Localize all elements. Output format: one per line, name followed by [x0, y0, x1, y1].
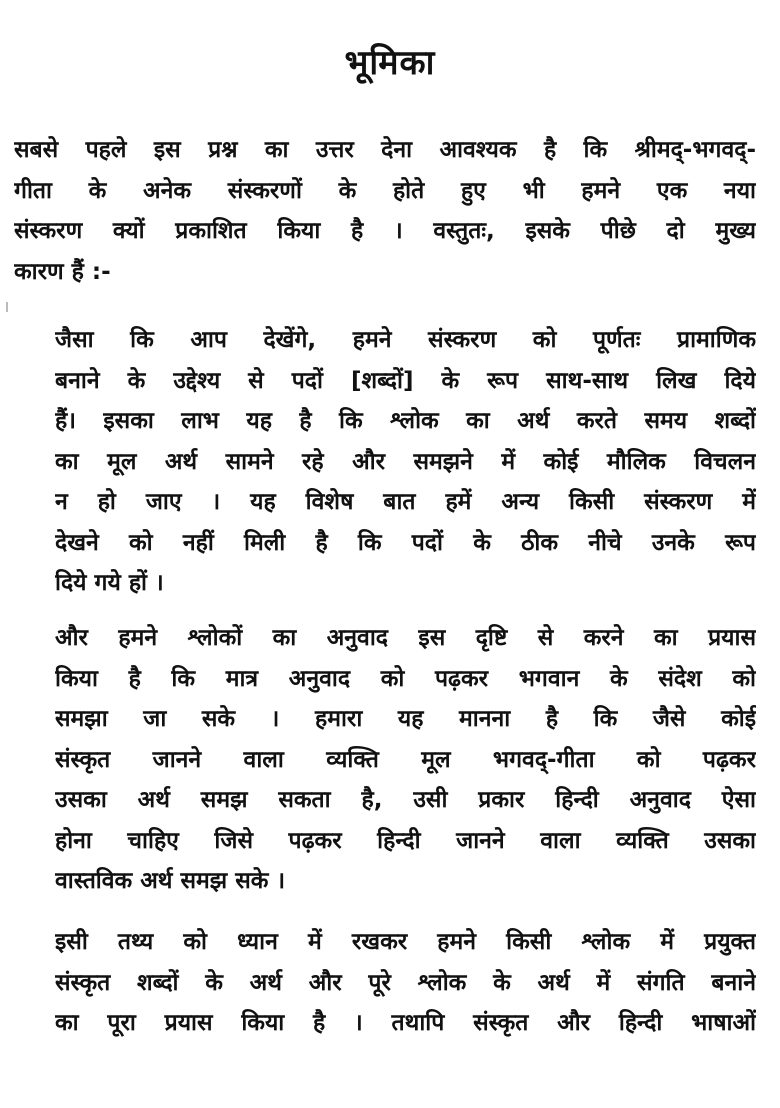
text-line: देखने को नहीं मिली है कि पदों के ठीक नीचे उनके रूप	[55, 529, 756, 556]
text-line: समझा जा सके । हमारा यह मानना है कि जैसे कोई	[55, 706, 756, 732]
text-line: उसका अर्थ समझ सकता है, उसी प्रकार हिन्दी अनुवाद ऐसा	[55, 787, 756, 813]
text-line: संस्कृत जानने वाला व्यक्ति मूल भगवद्-गीता को पढ़कर	[55, 746, 756, 773]
text-line: का पूरा प्रयास किया है । तथापि संस्कृत और हिन्दी भाषाओं	[55, 1010, 756, 1036]
text-line: का मूल अर्थ सामने रहे और समझने में कोई मौलिक विचलन	[55, 448, 756, 475]
paragraph-continued	[55, 922, 756, 1044]
paragraph-reason-1	[55, 320, 756, 604]
text-line: सबसे पहले इस प्रश्न का उत्तर देना आवश्यक है कि श्रीमद्-भगवद्-	[14, 137, 756, 163]
text-line: होना चाहिए जिसे पढ़कर हिन्दी जानने वाला व्यक्ति उसका	[55, 827, 756, 854]
text-line: वास्तविक अर्थ समझ सके ।	[55, 868, 286, 894]
page-title: भूमिका	[344, 43, 436, 83]
text-line: किया है कि मात्र अनुवाद को पढ़कर भगवान के संदेश को	[55, 665, 756, 692]
text-line: संस्कृत शब्दों के अर्थ और पूरे श्लोक के अर्थ में संगति बनाने	[55, 969, 756, 996]
text-line: दिये गये हों ।	[55, 570, 164, 596]
text-line: गीता के अनेक संस्करणों के होते हुए भी हमने एक नया	[14, 177, 756, 204]
text-line: इसी तथ्य को ध्यान में रखकर हमने किसी श्लोक में प्रयुक्त	[55, 929, 756, 955]
text-line: हैं। इसका लाभ यह है कि श्लोक का अर्थ करते समय शब्दों	[55, 408, 756, 434]
paragraph-intro	[14, 130, 756, 292]
text-line: संस्करण क्यों प्रकाशित किया है । वस्तुतः, इसके पीछे दो मुख्य	[14, 218, 756, 244]
scan-mark	[6, 302, 8, 312]
text-line: न हो जाए । यह विशेष बात हमें अन्य किसी संस्करण में	[55, 489, 756, 515]
text-line: और हमने श्लोकों का अनुवाद इस दृष्टि से करने का प्रयास	[55, 625, 756, 651]
text-line: बनाने के उद्देश्य से पदों [शब्दों] के रूप साथ-साथ लिख दिये	[55, 367, 756, 394]
text-line: कारण हैं :-	[14, 258, 111, 285]
text-line: जैसा कि आप देखेंगे, हमने संस्करण को पूर्णतः प्रामाणिक	[55, 327, 756, 353]
paragraph-reason-2	[55, 618, 756, 902]
